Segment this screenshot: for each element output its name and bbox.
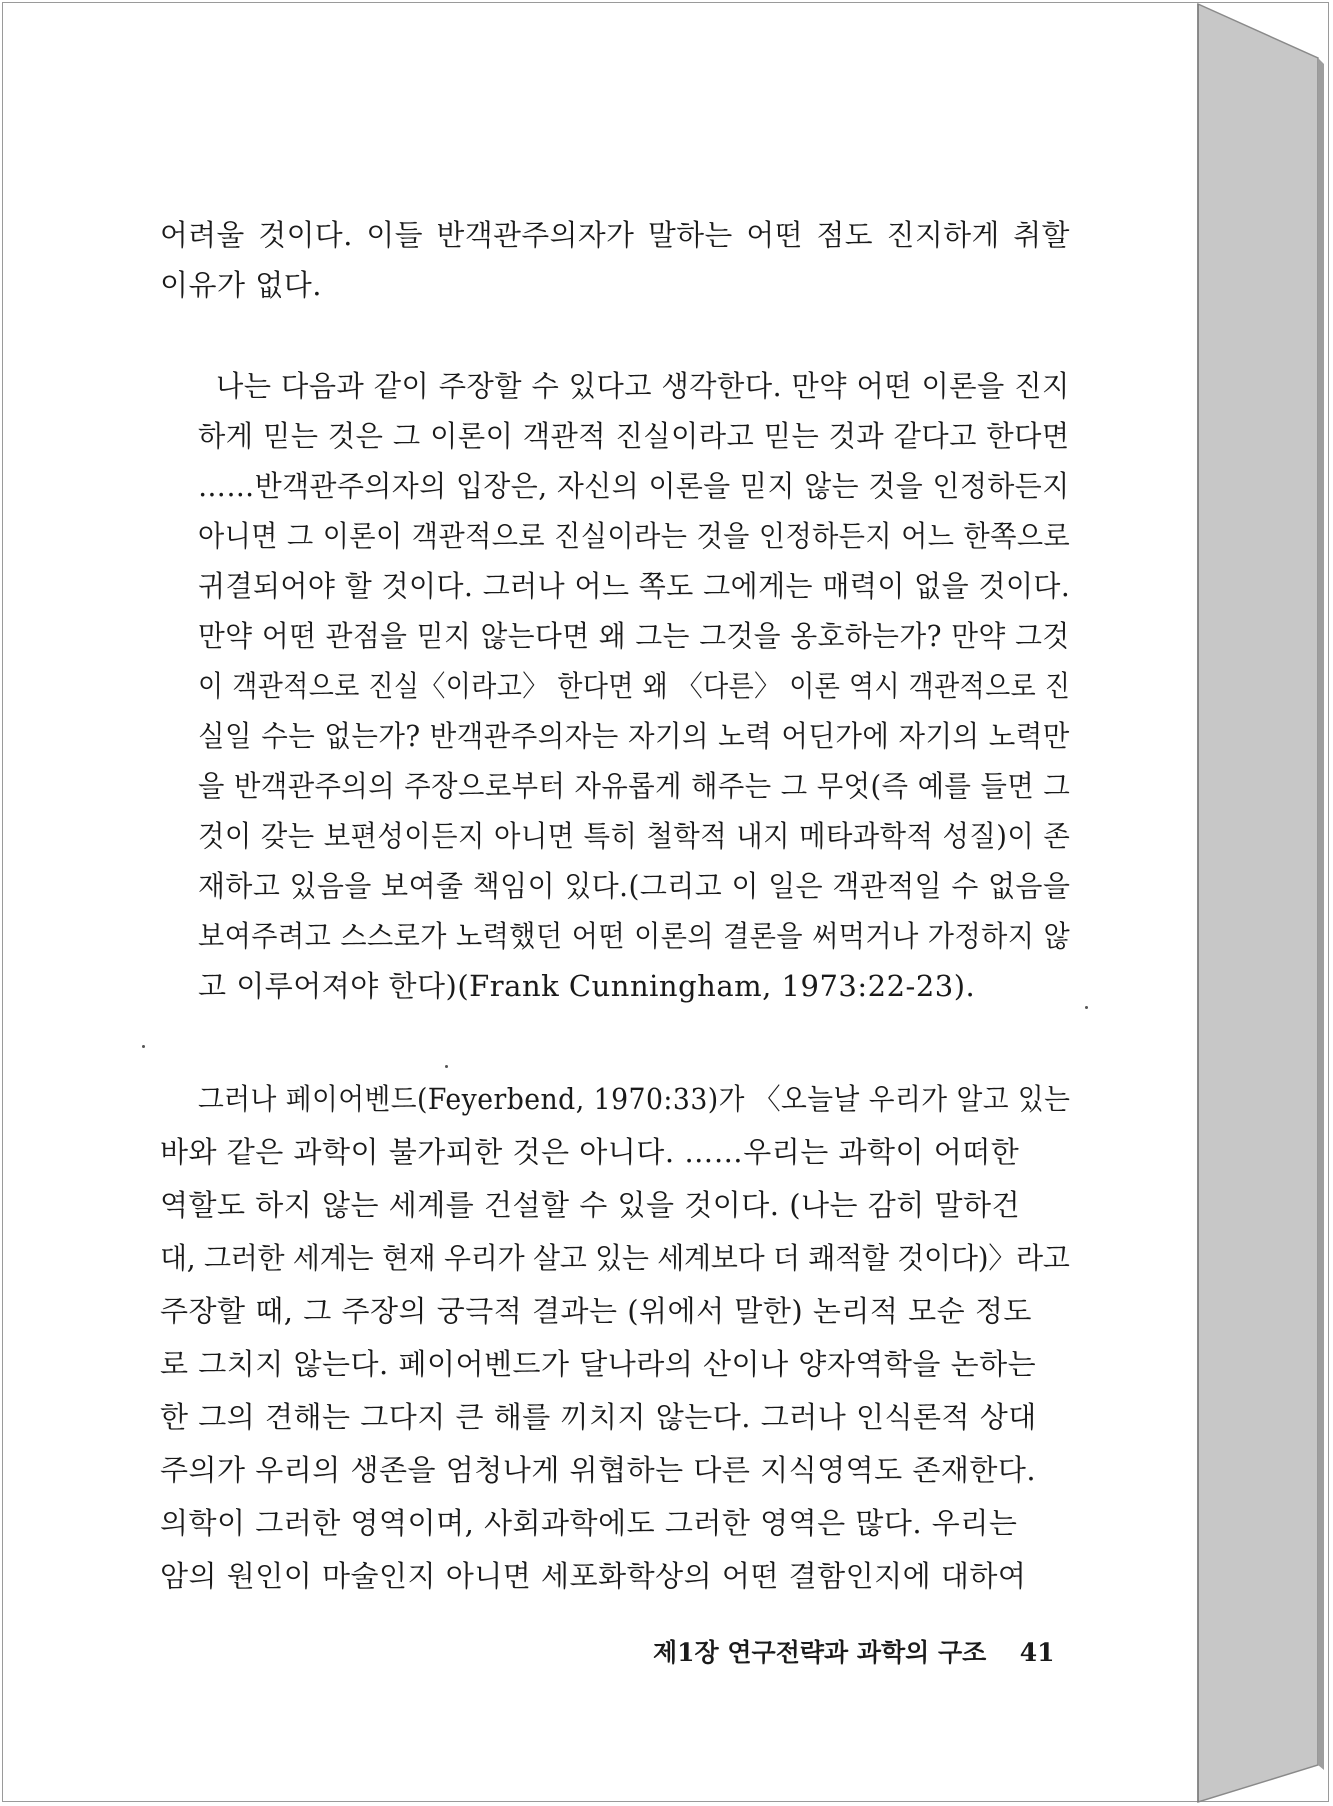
- text-line: 로 그치지 않는다. 페이어벤드가 달나라의 산이나 양자역학을 논하는: [160, 1347, 1037, 1381]
- text-line: 한 그의 견해는 그다지 큰 해를 끼치지 않는다. 그러나 인식론적 상대: [160, 1400, 1037, 1434]
- text-line: 암의 원인이 마술인지 아니면 세포화학상의 어떤 결함인지에 대하여: [160, 1559, 1027, 1593]
- quote-line: 고 이루어져야 한다)(Frank Cunningham, 1973:22-23).: [198, 969, 976, 1003]
- text-line: 그러나 페이어벤드(Feyerbend, 1970:33)가 〈오늘날 우리가 알고 있는: [198, 1082, 1071, 1116]
- text-line: 이유가 없다.: [160, 268, 323, 302]
- chapter-title: 제1장 연구전략과 과학의 구조: [653, 1638, 987, 1667]
- quote-line: 것이 갖는 보편성이든지 아니면 특히 철학적 내지 메타과학적 성질)이 존: [198, 819, 1071, 853]
- quote-line: 하게 믿는 것은 그 이론이 객관적 진실이라고 믿는 것과 같다고 한다면: [198, 419, 1070, 453]
- text-line: 대, 그러한 세계는 현재 우리가 살고 있는 세계보다 더 쾌적할 것이다)〉라고: [160, 1241, 1070, 1275]
- scan-speck: [142, 1045, 145, 1048]
- text-line: 바와 같은 과학이 불가피한 것은 아니다. ……우리는 과학이 어떠한: [160, 1135, 1020, 1169]
- text-line: 주장할 때, 그 주장의 궁극적 결과는 (위에서 말한) 논리적 모순 정도: [160, 1294, 1032, 1328]
- page-footer: [653, 1636, 1055, 1670]
- quote-line: 이 객관적으로 진실〈이라고〉 한다면 왜 〈다른〉 이론 역시 객관적으로 진: [198, 669, 1071, 703]
- quote-line: 실일 수는 없는가? 반객관주의자는 자기의 노력 어딘가에 자기의 노력만: [198, 719, 1070, 753]
- page-number: 41: [1019, 1638, 1055, 1667]
- quote-line: 귀결되어야 할 것이다. 그러나 어느 쪽도 그에게는 매력이 없을 것이다.: [198, 569, 1071, 603]
- text-line: 의학이 그러한 영역이며, 사회과학에도 그러한 영역은 많다. 우리는: [160, 1506, 1018, 1540]
- quote-line: 만약 어떤 관점을 믿지 않는다면 왜 그는 그것을 옹호하는가? 만약 그것: [198, 619, 1070, 653]
- text-line: 역할도 하지 않는 세계를 건설할 수 있을 것이다. (나는 감히 말하건: [160, 1188, 1021, 1222]
- quote-line: 아니면 그 이론이 객관적으로 진실이라는 것을 인정하든지 어느 한쪽으로: [198, 519, 1071, 553]
- quote-line: 나는 다음과 같이 주장할 수 있다고 생각한다. 만약 어떤 이론을 진지: [216, 369, 1070, 403]
- scan-speck: [445, 1065, 448, 1068]
- text-line: 주의가 우리의 생존을 엄청나게 위협하는 다른 지식영역도 존재한다.: [160, 1453, 1037, 1487]
- text-line: 어려울 것이다. 이들 반객관주의자가 말하는 어떤 점도 진지하게 취할: [160, 218, 1070, 252]
- quote-line: ……반객관주의자의 입장은, 자신의 이론을 믿지 않는 것을 인정하든지: [198, 469, 1070, 503]
- quote-line: 을 반객관주의의 주장으로부터 자유롭게 해주는 그 무엇(즉 예를 들면 그: [198, 769, 1071, 803]
- scan-speck: [1085, 1006, 1088, 1009]
- quote-line: 재하고 있음을 보여줄 책임이 있다.(그리고 이 일은 객관적일 수 없음을: [198, 869, 1071, 903]
- quote-line: 보여주려고 스스로가 노력했던 어떤 이론의 결론을 써먹거나 가정하지 않: [198, 919, 1071, 953]
